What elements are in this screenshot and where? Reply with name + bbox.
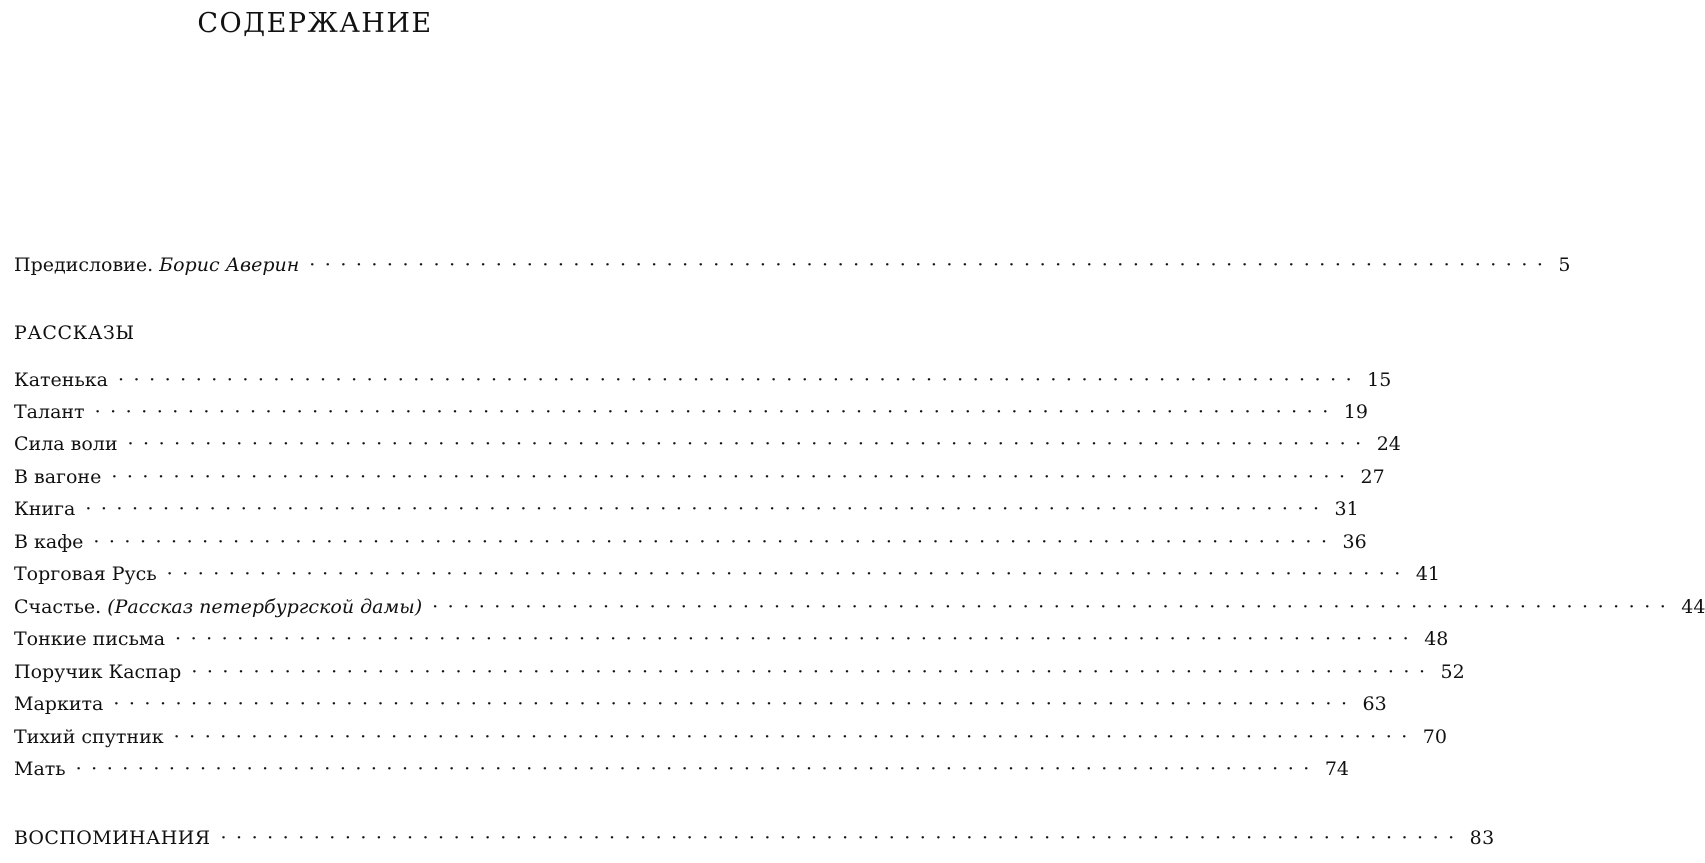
toc-entry-title: Счастье. bbox=[14, 596, 102, 618]
toc-entry-title: Сила воли bbox=[14, 433, 118, 455]
dot-leader: ················································································ bbox=[93, 531, 1337, 553]
toc-entry-title: Книга bbox=[14, 498, 76, 520]
toc-entry-page: 44 bbox=[1681, 596, 1705, 618]
toc-entry bbox=[14, 559, 1441, 589]
toc-entry-title: В кафе bbox=[14, 531, 84, 553]
toc-entry bbox=[14, 429, 1401, 459]
dot-leader: ················································································ bbox=[175, 628, 1419, 650]
dot-leader: ················································································ bbox=[191, 661, 1435, 683]
dot-leader: ················································································ bbox=[94, 401, 1338, 423]
section-heading-stories: РАССКАЗЫ bbox=[14, 322, 135, 344]
toc-entry bbox=[14, 689, 1387, 719]
toc-entry-page: 5 bbox=[1558, 254, 1571, 276]
toc-entry bbox=[14, 494, 1359, 524]
toc-entry-page: 63 bbox=[1362, 693, 1387, 715]
toc-entry-author: Борис Аверин bbox=[159, 254, 300, 276]
dot-leader: ················································································ bbox=[75, 758, 1319, 780]
toc-entry bbox=[14, 754, 1349, 784]
dot-leader: ················································································ bbox=[113, 693, 1357, 715]
toc-entry-page: 83 bbox=[1469, 827, 1495, 849]
toc-entry bbox=[14, 365, 1392, 395]
dot-leader: ················································································ bbox=[309, 254, 1553, 276]
toc-entry-title: В вагоне bbox=[14, 466, 102, 488]
toc-entry-subtitle: (Рассказ петербургской дамы) bbox=[107, 596, 423, 618]
dot-leader: ················································································ bbox=[85, 498, 1329, 520]
toc-entry bbox=[14, 527, 1367, 557]
toc-entry-title: Тихий спутник bbox=[14, 726, 164, 748]
dot-leader: ················································································ bbox=[166, 563, 1410, 585]
toc-entry-page: 41 bbox=[1415, 563, 1441, 585]
dot-leader: ················································································ bbox=[173, 726, 1417, 748]
toc-entry-title: Талант bbox=[14, 401, 85, 423]
toc-entry-page: 31 bbox=[1334, 498, 1359, 520]
toc-entry bbox=[14, 722, 1447, 752]
toc-entry-preface bbox=[14, 250, 1571, 280]
toc-entry-page: 52 bbox=[1440, 661, 1465, 683]
toc-entry bbox=[14, 397, 1368, 427]
toc-entry-page: 48 bbox=[1424, 628, 1449, 650]
toc-entry bbox=[14, 462, 1385, 492]
dot-leader: ················································································ bbox=[111, 466, 1355, 488]
toc-entry-title: Торговая Русь bbox=[14, 563, 157, 585]
toc-entry-title: Тонкие письма bbox=[14, 628, 166, 650]
dot-leader: ················································································ bbox=[432, 596, 1676, 618]
toc-entry-memoirs bbox=[14, 823, 1495, 853]
toc-entry-page: 15 bbox=[1367, 369, 1392, 391]
dot-leader: ················································································ bbox=[220, 827, 1464, 849]
toc-entry-page: 74 bbox=[1324, 758, 1349, 780]
toc-entry-title: Поручик Каспар bbox=[14, 661, 182, 683]
toc-entry-title: Маркита bbox=[14, 693, 104, 715]
toc-entry-title: ВОСПОМИНАНИЯ bbox=[14, 827, 211, 849]
dot-leader: ················································································ bbox=[127, 433, 1371, 455]
toc-entry-page: 19 bbox=[1343, 401, 1368, 423]
toc-entry-page: 70 bbox=[1422, 726, 1447, 748]
toc-entry bbox=[14, 624, 1449, 654]
toc-entry-title: Катенька bbox=[14, 369, 108, 391]
toc-entry-title: Мать bbox=[14, 758, 66, 780]
toc-entry-page: 36 bbox=[1342, 531, 1367, 553]
toc-entry-title: Предисловие. bbox=[14, 254, 154, 276]
toc-entry bbox=[14, 592, 1705, 622]
dot-leader: ················································································ bbox=[118, 369, 1362, 391]
toc-entry-page: 27 bbox=[1360, 466, 1385, 488]
toc-entry bbox=[14, 657, 1465, 687]
toc-entry-page: 24 bbox=[1376, 433, 1401, 455]
page-title: СОДЕРЖАНИЕ bbox=[197, 8, 433, 39]
